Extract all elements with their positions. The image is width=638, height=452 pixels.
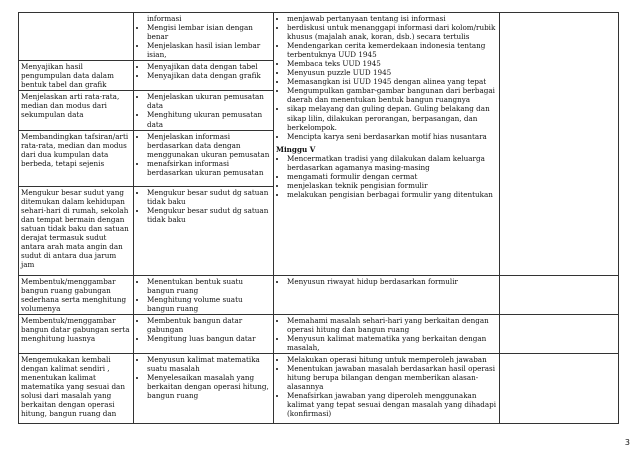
list-item: • melakukan pengisian berbagai formulir yang ditentukan xyxy=(287,190,497,199)
indicator-cell: Mengemukakan kembali dengan kalimat sendiri , menentukan kalimat matematika yang sesuai dan solusi dari masalah yang berkaitan dengan operasi hitung, bangun ruang dan xyxy=(19,353,134,423)
blank-cell xyxy=(500,314,619,353)
list-item: • Menjelaskan ukuran pemusatan data xyxy=(147,92,271,110)
activity-cell xyxy=(134,275,274,314)
list-item: • Menentukan jawaban masalah berdasarkan hasil operasi hitung berupa bilangan dengan memberikan alasan-alasannya xyxy=(287,364,497,391)
list-item: • menjelaskan teknik pengisian formulir xyxy=(287,181,497,190)
indicator-cell xyxy=(19,13,134,61)
learning-activity-cell xyxy=(274,13,500,276)
list-item: • Membaca teks UUD 1945 xyxy=(287,59,497,68)
activity-cell xyxy=(134,13,274,61)
blank-cell xyxy=(500,13,619,276)
list-item: • Menentukan bentuk suatu bangun ruang xyxy=(147,277,271,295)
activity-cell xyxy=(134,186,274,275)
list-item: • Mengukur besar sudut dg satuan tidak baku xyxy=(147,206,271,224)
activity-cell xyxy=(134,314,274,353)
list-item: • Menjelaskan informasi berdasarkan data dengan menggunakan ukuran pemusatan xyxy=(147,132,271,159)
list-item: • Menjelaskan hasil isian lembar isian, xyxy=(147,41,271,59)
list-item: • Menyusun puzzle UUD 1945 xyxy=(287,68,497,77)
indicator-cell: Membentuk/menggambar bangun datar gabungan serta menghitung luasnya xyxy=(19,314,134,353)
list-item: • Menghitung volume suatu bangun ruang xyxy=(147,295,271,313)
indicator-cell: Mengukur besar sudut yang ditemukan dalam kehidupan sehari-hari di rumah, sekolah dan tempat bermain dengan satuan tidak baku dan satuan derajat termasuk sudut antara arah mata angin dan sudut di antara dua jarum jam xyxy=(19,186,134,275)
list-item: • Menyusun riwayat hidup berdasarkan formulir xyxy=(287,277,497,286)
list-item: • Menghitung ukuran pemusatan data xyxy=(147,110,271,128)
blank-cell xyxy=(500,353,619,423)
list-item: • Menyajikan data dengan grafik xyxy=(147,71,271,80)
list-item: • Mengukur besar sudut dg satuan tidak baku xyxy=(147,188,271,206)
list-item: • Mencermatkan tradisi yang dilakukan dalam keluarga berdasarkan agamanya masing-masing xyxy=(287,154,497,172)
page-number: 3 xyxy=(624,438,630,447)
list-item: • Menyelesaikan masalah yang berkaitan dengan operasi hitung, bangun ruang xyxy=(147,373,271,400)
list-item: • Menyusun kalimat matematika suatu masalah xyxy=(147,355,271,373)
list-item: • Mengisi lembar isian dengan benar xyxy=(147,23,271,41)
activity-cell xyxy=(134,353,274,423)
list-item: • mengamati formulir dengan cermat xyxy=(287,172,497,181)
activity-cell xyxy=(134,91,274,130)
table-row xyxy=(19,353,619,423)
table-row xyxy=(19,314,619,353)
blank-cell xyxy=(500,275,619,314)
list-item: • Mengitung luas bangun datar xyxy=(147,334,271,343)
list-item: • Menafsirkan jawaban yang diperoleh menggunakan kalimat yang tepat sesuai dengan masalah yang dihadapi (konfirmasi) xyxy=(287,391,497,418)
curriculum-table xyxy=(18,12,619,424)
learning-activity-cell xyxy=(274,314,500,353)
list-item: • Membentuk bangun datar gabungan xyxy=(147,316,271,334)
list-item: • Mendengarkan cerita kemerdekaan indonesia tentang terbentuknya UUD 1945 xyxy=(287,41,497,59)
list-item: • Menyajikan data dengan tabel xyxy=(147,62,271,71)
list-item: • menjawab pertanyaan tentang isi informasi xyxy=(287,14,497,23)
activity-cell xyxy=(134,61,274,91)
list-item: informasi xyxy=(147,14,182,23)
indicator-cell: Membandingkan tafsiran/arti rata-rata, median dan modus dari dua kumpulan data berbeda, tetapi sejenis xyxy=(19,130,134,186)
activity-cell xyxy=(134,130,274,186)
list-item: • Memahami masalah sehari-hari yang berkaitan dengan operasi hitung dan bangun ruang xyxy=(287,316,497,334)
indicator-cell: Menyajikan hasil pengumpulan data dalam bentuk tabel dan grafik xyxy=(19,61,134,91)
list-item: • sikap melayang dan guling depan. Guling belakang dan sikap lilin, dilakukan perorangan, berpasangan, dan berkelompok. xyxy=(287,104,497,131)
indicator-cell: Menjelaskan arti rata-rata, median dan modus dari sekumpulan data xyxy=(19,91,134,130)
learning-activity-cell xyxy=(274,275,500,314)
table-row xyxy=(19,275,619,314)
list-item: • Menyusun kalimat matematika yang berkaitan dengan masalah, xyxy=(287,334,497,352)
list-item: • berdiskusi untuk menanggapi informasi dari kolom/rubik khusus (majalah anak, koran, dsb.) secara tertulis xyxy=(287,23,497,41)
list-item: • Mencipta karya seni berdasarkan motif hias nusantara xyxy=(287,132,497,141)
list-item: • menafsirkan informasi berdasarkan ukuran pemusatan xyxy=(147,159,271,177)
list-item: • Memasangkan isi UUD 1945 dengan alinea yang tepat xyxy=(287,77,497,86)
learning-activity-cell xyxy=(274,353,500,423)
table-row xyxy=(19,13,619,61)
list-item: • Mengumpulkan gambar-gambar bangunan dari berbagai daerah dan menentukan bentuk bangun ruangnya xyxy=(287,86,497,104)
week-heading: Minggu V xyxy=(276,144,316,154)
list-item: • Melakukan operasi hitung untuk memperoleh jawaban xyxy=(287,355,497,364)
indicator-cell: Membentuk/menggambar bangun ruang gabungan sederhana serta menghitung volumenya xyxy=(19,275,134,314)
